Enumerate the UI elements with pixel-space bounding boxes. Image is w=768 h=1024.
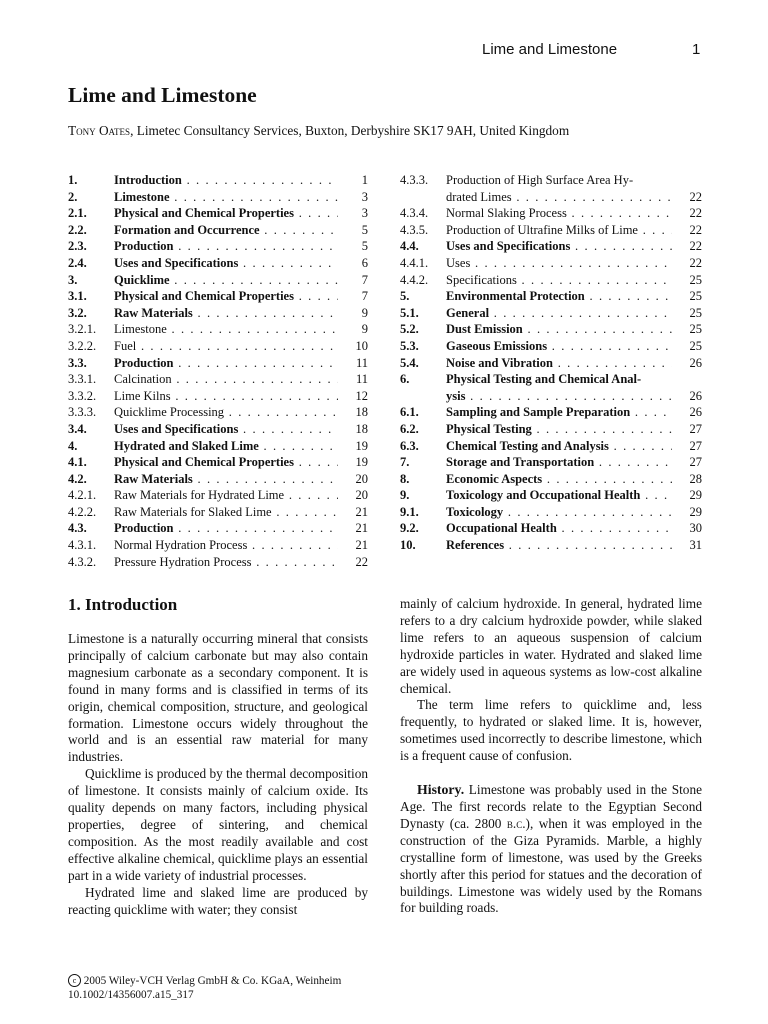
author-name: Tony Oates xyxy=(68,123,131,138)
toc-page-number: 22 xyxy=(689,206,702,221)
toc-page-number: 1 xyxy=(361,173,368,187)
toc-page-number: 3 xyxy=(361,189,368,204)
toc-page-number: 25 xyxy=(689,272,702,287)
toc-entry[interactable] xyxy=(400,421,702,438)
toc-page-number: 28 xyxy=(689,471,702,486)
toc-number: 4.4.1. xyxy=(400,255,429,270)
toc-page-number: 22 xyxy=(689,255,702,270)
toc-number: 2.1. xyxy=(68,206,87,221)
toc-entry[interactable] xyxy=(400,272,702,289)
toc-title: Lime Kilns . . . xyxy=(114,388,338,405)
toc-page-number: 22 xyxy=(689,222,702,237)
toc-entry[interactable] xyxy=(400,471,702,488)
toc-title: Chemical Testing and Analysis . . . xyxy=(446,438,672,455)
toc-page-number: 7 xyxy=(361,289,368,304)
toc-entry[interactable] xyxy=(68,272,368,289)
toc-number: 4.4. xyxy=(400,239,419,254)
toc-title: Gaseous Emissions . . . xyxy=(446,338,672,355)
author-affiliation: , Limetec Consultancy Services, Buxton, Derbyshire SK17 9AH, United Kingdom xyxy=(130,123,570,138)
toc-entry[interactable] xyxy=(68,222,368,239)
toc-number: 5.2. xyxy=(400,322,419,337)
toc-page-number: 11 xyxy=(355,355,368,370)
toc-page-number: 25 xyxy=(689,289,702,304)
toc-title: Raw Materials . . . xyxy=(114,471,338,488)
toc-title: Quicklime . . . xyxy=(114,272,338,289)
toc-page-number: 20 xyxy=(355,488,368,503)
toc-number: 4.2. xyxy=(68,471,87,486)
toc-entry[interactable] xyxy=(400,255,702,272)
toc-entry[interactable] xyxy=(68,438,368,455)
toc-title: General . . . xyxy=(446,305,672,322)
toc-entry[interactable] xyxy=(68,520,368,537)
toc-number: 3.2.1. xyxy=(68,322,97,337)
copyright-icon: c xyxy=(68,974,81,987)
toc-page-number: 6 xyxy=(361,255,368,270)
toc-number: 4.3.2. xyxy=(68,554,97,569)
toc-entry[interactable] xyxy=(68,338,368,355)
toc-page-number: 9 xyxy=(361,322,368,337)
toc-number: 3.3.2. xyxy=(68,388,97,403)
toc-title: Uses and Specifications . . . xyxy=(114,255,338,272)
toc-page-number: 20 xyxy=(355,471,368,486)
toc-page-number: 18 xyxy=(355,405,368,420)
toc-title: Raw Materials . . . xyxy=(114,305,338,322)
toc-entry[interactable] xyxy=(400,537,702,554)
toc-title-line: Physical Testing and Chemical Anal- xyxy=(446,372,642,387)
toc-entry[interactable] xyxy=(400,288,702,305)
toc-entry[interactable] xyxy=(68,421,368,438)
toc-page-number: 5 xyxy=(361,222,368,237)
toc-title: Toxicology . . . xyxy=(446,504,672,521)
toc-entry[interactable] xyxy=(68,189,368,206)
toc-entry[interactable] xyxy=(68,504,368,521)
toc-entry[interactable] xyxy=(68,537,368,554)
toc-number: 10. xyxy=(400,538,416,553)
toc-entry[interactable] xyxy=(68,205,368,222)
footer xyxy=(68,974,341,1002)
toc-title: Physical Testing . . . xyxy=(446,421,672,438)
toc-entry[interactable] xyxy=(68,321,368,338)
toc-title: Physical and Chemical Properties . . . xyxy=(114,288,338,305)
toc-number: 4.1. xyxy=(68,455,87,470)
toc-number: 2.4. xyxy=(68,255,87,270)
toc-title: Dust Emission . . . xyxy=(446,321,672,338)
toc-number: 4.3. xyxy=(68,521,87,536)
toc-page-number: 3 xyxy=(361,206,368,221)
toc-title: Fuel . . . xyxy=(114,338,338,355)
toc-entry[interactable] xyxy=(400,172,702,205)
toc-title-line: Production of High Surface Area Hy- xyxy=(446,173,634,187)
toc-number: 4.2.1. xyxy=(68,488,97,503)
article-title: Lime and Limestone xyxy=(68,83,257,107)
toc-number: 9.1. xyxy=(400,504,419,519)
toc-number: 3.1. xyxy=(68,289,87,304)
toc-number: 5. xyxy=(400,289,410,304)
toc-number: 3. xyxy=(68,272,78,287)
toc-number: 6.1. xyxy=(400,405,419,420)
toc-entry[interactable] xyxy=(400,504,702,521)
toc-title: Formation and Occurrence . . . xyxy=(114,222,338,239)
toc-title: Introduction . . . xyxy=(114,172,338,189)
toc-number: 2.2. xyxy=(68,222,87,237)
toc-title: Physical and Chemical Properties . . . xyxy=(114,454,338,471)
toc-number: 2. xyxy=(68,189,78,204)
toc-title: Raw Materials for Hydrated Lime . . . xyxy=(114,487,338,504)
toc-entry[interactable] xyxy=(68,355,368,372)
toc-entry[interactable] xyxy=(400,205,702,222)
toc-title: Economic Aspects . . . xyxy=(446,471,672,488)
toc-page-number: 27 xyxy=(689,455,702,470)
table-of-contents-left xyxy=(68,172,368,570)
toc-entry[interactable] xyxy=(400,371,702,404)
toc-title: Pressure Hydration Process . . . xyxy=(114,554,338,571)
toc-page-number: 19 xyxy=(355,438,368,453)
toc-number: 6. xyxy=(400,372,410,387)
toc-page-number: 22 xyxy=(689,189,702,204)
toc-entry[interactable] xyxy=(400,520,702,537)
toc-number: 2.3. xyxy=(68,239,87,254)
running-header xyxy=(0,40,768,60)
toc-number: 5.1. xyxy=(400,305,419,320)
toc-page-number: 26 xyxy=(689,355,702,370)
toc-title: Normal Hydration Process . . . xyxy=(114,537,338,554)
toc-entry[interactable] xyxy=(68,471,368,488)
toc-page-number: 30 xyxy=(689,521,702,536)
toc-page-number: 21 xyxy=(355,504,368,519)
toc-number: 4.3.1. xyxy=(68,538,97,553)
toc-title: References . . . xyxy=(446,537,672,554)
toc-number: 5.4. xyxy=(400,355,419,370)
page-number: 1 xyxy=(692,41,701,58)
toc-number: 8. xyxy=(400,471,410,486)
toc-entry[interactable] xyxy=(400,338,702,355)
toc-title: Toxicology and Occupational Health . . . xyxy=(446,487,672,504)
toc-title: Noise and Vibration . . . xyxy=(446,355,672,372)
toc-number: 5.3. xyxy=(400,338,419,353)
toc-title: Hydrated and Slaked Lime . . . xyxy=(114,438,338,455)
toc-number: 3.2. xyxy=(68,305,87,320)
section-heading-introduction: 1. Introduction xyxy=(68,595,178,614)
toc-title: ysis . . . xyxy=(446,388,672,405)
toc-entry[interactable] xyxy=(68,255,368,272)
doi: 10.1002/14356007.a15_317 xyxy=(68,989,194,1001)
toc-page-number: 19 xyxy=(355,455,368,470)
toc-number: 9. xyxy=(400,488,410,503)
toc-page-number: 10 xyxy=(355,338,368,353)
toc-title: Storage and Transportation . . . xyxy=(446,454,672,471)
toc-title: Normal Slaking Process . . . xyxy=(446,205,672,222)
toc-title: Production of Ultrafine Milks of Lime . . . xyxy=(446,222,672,239)
toc-page-number: 9 xyxy=(361,305,368,320)
paragraph: mainly of calcium hydroxide. In general, hydrated lime refers to a dry calcium hydroxide powder, while slaked lime refers to an aqueous suspension of calcium hydroxide particles in water. Hydrated and slaked lime are widely used in aqueous systems as low-cost alkaline chemical. xyxy=(400,596,702,696)
toc-page-number: 7 xyxy=(361,272,368,287)
toc-entry[interactable] xyxy=(68,487,368,504)
toc-title: Production . . . xyxy=(114,238,338,255)
toc-number: 4. xyxy=(68,438,78,453)
author-line xyxy=(68,123,569,139)
toc-entry[interactable] xyxy=(400,487,702,504)
paragraph: Limestone is a naturally occurring mineral that consists principally of calcium carbonate but may also contain magnesium carbonate as a secondary component. It is found in many forms and is classified in terms of its origin, chemical composition, structure, and geological formation. Limestone occurs widely throughout the world and is an essential raw material for many industries. xyxy=(68,631,368,765)
toc-entry[interactable] xyxy=(68,288,368,305)
toc-page-number: 12 xyxy=(355,388,368,403)
toc-number: 4.3.4. xyxy=(400,206,429,221)
toc-entry[interactable] xyxy=(68,172,368,189)
toc-title: Environmental Protection . . . xyxy=(446,288,672,305)
toc-page-number: 21 xyxy=(355,521,368,536)
toc-number: 4.4.2. xyxy=(400,272,429,287)
toc-title: Limestone . . . xyxy=(114,321,338,338)
toc-number: 1. xyxy=(68,173,78,187)
toc-number: 3.3.3. xyxy=(68,405,97,420)
toc-title: Production . . . xyxy=(114,520,338,537)
running-title: Lime and Limestone xyxy=(482,41,618,58)
toc-entry[interactable] xyxy=(68,454,368,471)
body-column-left xyxy=(68,596,368,918)
toc-number: 3.4. xyxy=(68,421,87,436)
toc-entry[interactable] xyxy=(68,388,368,405)
toc-number: 7. xyxy=(400,455,410,470)
toc-page-number: 25 xyxy=(689,305,702,320)
toc-number: 3.3. xyxy=(68,355,87,370)
toc-page-number: 27 xyxy=(689,421,702,436)
toc-title: Uses and Specifications . . . xyxy=(114,421,338,438)
toc-title: Uses and Specifications . . . xyxy=(446,238,672,255)
toc-number: 9.2. xyxy=(400,521,419,536)
toc-number: 6.2. xyxy=(400,421,419,436)
copyright-line: c 2005 Wiley-VCH Verlag GmbH & Co. KGaA, Weinheim xyxy=(68,974,341,988)
toc-entry[interactable] xyxy=(400,438,702,455)
paragraph: The term lime refers to quicklime and, less frequently, to hydrated or slaked lime. It is, however, sometimes used incorrectly to describe limestone, which is a frequent cause of confusion. xyxy=(400,697,702,764)
toc-entry[interactable] xyxy=(68,554,368,571)
toc-title: Physical and Chemical Properties . . . xyxy=(114,205,338,222)
toc-number: 4.3.5. xyxy=(400,222,429,237)
toc-title: Occupational Health . . . xyxy=(446,520,672,537)
toc-page-number: 18 xyxy=(355,421,368,436)
toc-title: Uses . . . xyxy=(446,255,672,272)
toc-title: Calcination . . . xyxy=(114,371,338,388)
toc-entry[interactable] xyxy=(68,404,368,421)
toc-page-number: 25 xyxy=(689,322,702,337)
toc-number: 3.2.2. xyxy=(68,338,97,353)
toc-entry[interactable] xyxy=(68,238,368,255)
table-of-contents-right xyxy=(400,172,702,554)
paragraph: Quicklime is produced by the thermal decomposition of limestone. It consists mainly of calcium oxide. Its quality depends on many factors, including physical properties, degree of sintering, and chemical composition. As the most readily available and cost effective alkaline chemical, quicklime plays an essential part in a wide variety of industrial processes. xyxy=(68,766,368,883)
history-label: History. xyxy=(417,782,465,798)
toc-page-number: 29 xyxy=(689,488,702,503)
toc-page-number: 27 xyxy=(689,438,702,453)
toc-entry[interactable] xyxy=(400,238,702,255)
toc-entry[interactable] xyxy=(400,404,702,421)
toc-title: Sampling and Sample Preparation . . . xyxy=(446,404,672,421)
toc-number: 3.3.1. xyxy=(68,372,97,387)
toc-page-number: 22 xyxy=(689,239,702,254)
toc-entry[interactable] xyxy=(400,355,702,372)
toc-page-number: 29 xyxy=(689,504,702,519)
toc-page-number: 22 xyxy=(355,554,368,569)
toc-number: 4.2.2. xyxy=(68,504,97,519)
toc-title: drated Limes . . . xyxy=(446,189,672,206)
toc-page-number: 26 xyxy=(689,405,702,420)
toc-number: 6.3. xyxy=(400,438,419,453)
toc-title: Quicklime Processing . . . xyxy=(114,404,338,421)
toc-entry[interactable] xyxy=(400,222,702,239)
paragraph: Hydrated lime and slaked lime are produced by reacting quicklime with water; they consist xyxy=(68,884,368,917)
toc-title: Specifications . . . xyxy=(446,272,672,289)
toc-entry[interactable] xyxy=(400,305,702,322)
toc-entry[interactable] xyxy=(400,321,702,338)
history-paragraph: History. Limestone was probably used in the Stone Age. The first records relate to the Egyptian Second Dynasty (ca. 2800 b.c.), when it was employed in the construction of the Giza Pyramids. Marble, a highly crystalline form of limestone, was used by the Greeks shortly after this period for statues and the decoration of buildings. Limestone was widely used by the Romans for building roads. xyxy=(400,782,702,916)
toc-page-number: 31 xyxy=(689,538,702,553)
toc-entry[interactable] xyxy=(68,305,368,322)
toc-page-number: 5 xyxy=(361,239,368,254)
toc-entry[interactable] xyxy=(68,371,368,388)
toc-page-number: 25 xyxy=(689,338,702,353)
toc-page-number: 26 xyxy=(689,388,702,403)
toc-title: Limestone . . . xyxy=(114,189,338,206)
toc-page-number: 21 xyxy=(355,538,368,553)
toc-page-number: 11 xyxy=(355,372,368,387)
body-column-right xyxy=(400,596,702,917)
toc-title: Production . . . xyxy=(114,355,338,372)
toc-number: 4.3.3. xyxy=(400,173,429,187)
toc-title: Raw Materials for Slaked Lime . . . xyxy=(114,504,338,521)
toc-entry[interactable] xyxy=(400,454,702,471)
